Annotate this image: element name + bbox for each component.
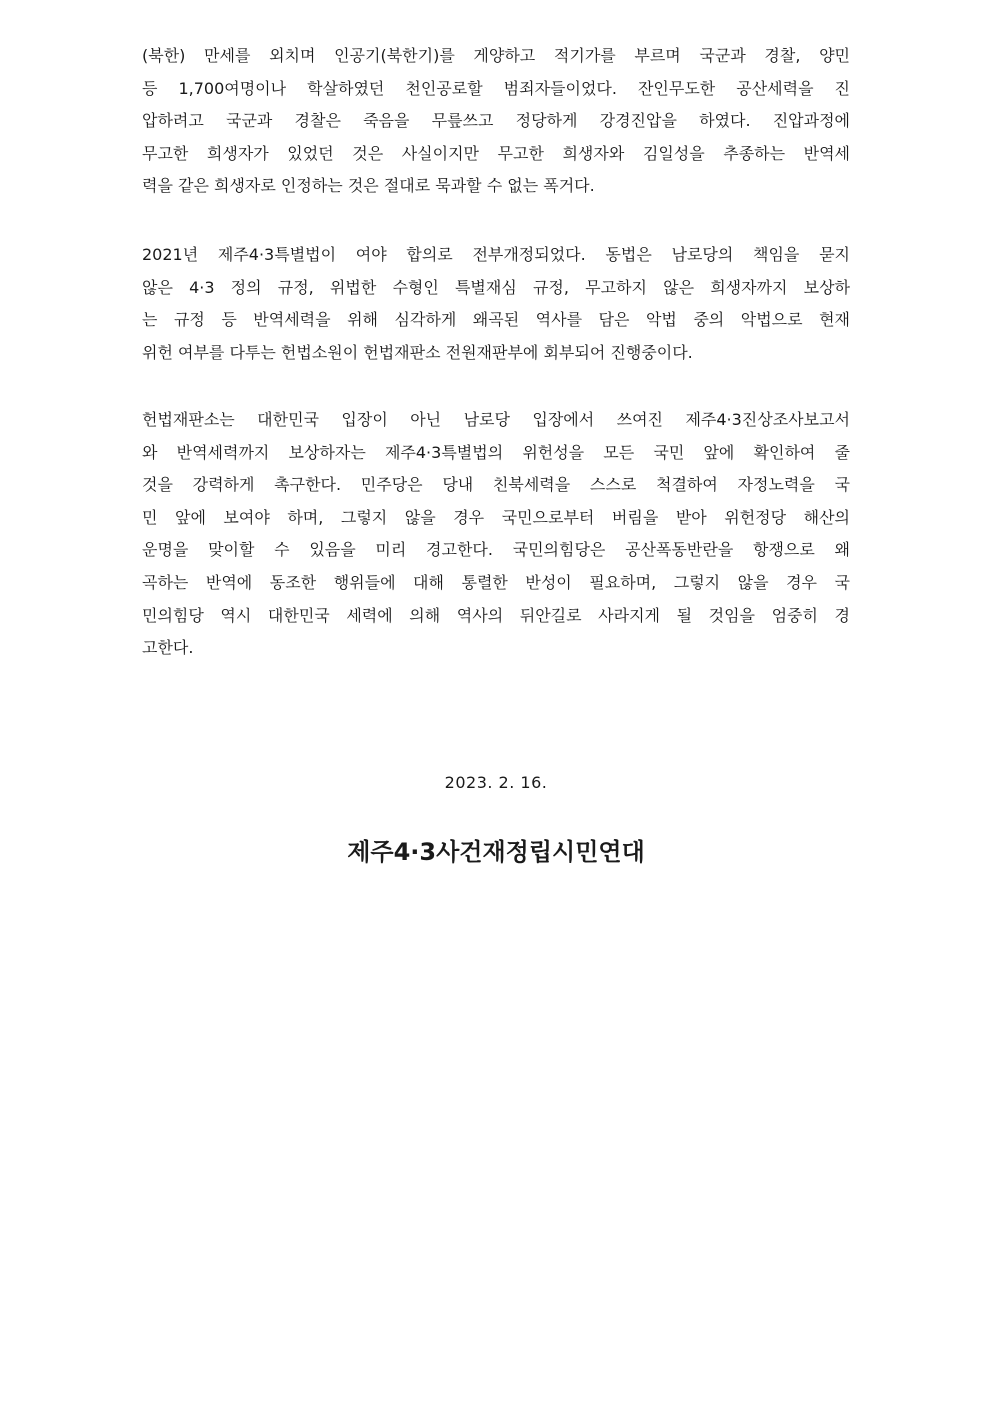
paragraph-line: 등 1,700여명이나 학살하였던 천인공로할 범죄자들이었다. 잔인무도한 공산세력을 진 — [142, 78, 850, 98]
paragraph-line: (북한) 만세를 외치며 인공기(북한기)를 게양하고 적기가를 부르며 국군과 경찰, 양민 — [142, 46, 850, 65]
paragraph-line: 고한다. — [142, 638, 194, 658]
paragraph-line: 2021년 제주4·3특별법이 여야 합의로 전부개정되었다. 동법은 남로당의 책임을 묻지 — [142, 245, 850, 264]
paragraph-line: 민 앞에 보여야 하며, 그렇지 않을 경우 국민으로부터 버림을 받아 위헌정당 해산의 — [142, 507, 850, 527]
paragraph-1 — [142, 40, 850, 203]
document-date: 2023. 2. 16. — [444, 773, 548, 792]
paragraph-2 — [142, 239, 850, 369]
paragraph-line: 압하려고 국군과 경찰은 죽음을 무릎쓰고 정당하게 강경진압을 하였다. 진압과정에 — [142, 111, 850, 131]
paragraph-3 — [142, 404, 850, 665]
paragraph-line: 무고한 희생자가 있었던 것은 사실이지만 무고한 희생자와 김일성을 추종하는 반역세 — [142, 143, 850, 163]
paragraph-line: 와 반역세력까지 보상하자는 제주4·3특별법의 위헌성을 모든 국민 앞에 확인하여 줄 — [142, 442, 850, 462]
paragraph-line: 운명을 맞이할 수 있음을 미리 경고한다. 국민의힘당은 공산폭동반란을 항쟁으로 왜 — [142, 540, 850, 560]
paragraph-line: 것을 강력하게 촉구한다. 민주당은 당내 친북세력을 스스로 척결하여 자정노력을 국 — [142, 475, 850, 495]
paragraph-line: 헌법재판소는 대한민국 입장이 아닌 남로당 입장에서 쓰여진 제주4·3진상조사보고서 — [142, 410, 850, 429]
paragraph-line: 않은 4·3 정의 규정, 위법한 수형인 특별재심 규정, 무고하지 않은 희생자까지 보상하 — [142, 277, 850, 297]
paragraph-line: 민의힘당 역시 대한민국 세력에 의해 역사의 뒤안길로 사라지게 될 것임을 엄중히 경 — [142, 605, 850, 625]
organization-signature: 제주4·3사건재정립시민연대 — [347, 838, 645, 866]
paragraph-line: 곡하는 반역에 동조한 행위들에 대해 통렬한 반성이 필요하며, 그렇지 않을 경우 국 — [142, 572, 850, 592]
paragraph-line: 는 규정 등 반역세력을 위해 심각하게 왜곡된 역사를 담은 악법 중의 악법으로 현재 — [142, 310, 850, 330]
paragraph-line: 력을 같은 희생자로 인정하는 것은 절대로 묵과할 수 없는 폭거다. — [142, 176, 595, 196]
paragraph-line: 위헌 여부를 다투는 헌법소원이 헌법재판소 전원재판부에 회부되어 진행중이다. — [142, 342, 693, 362]
